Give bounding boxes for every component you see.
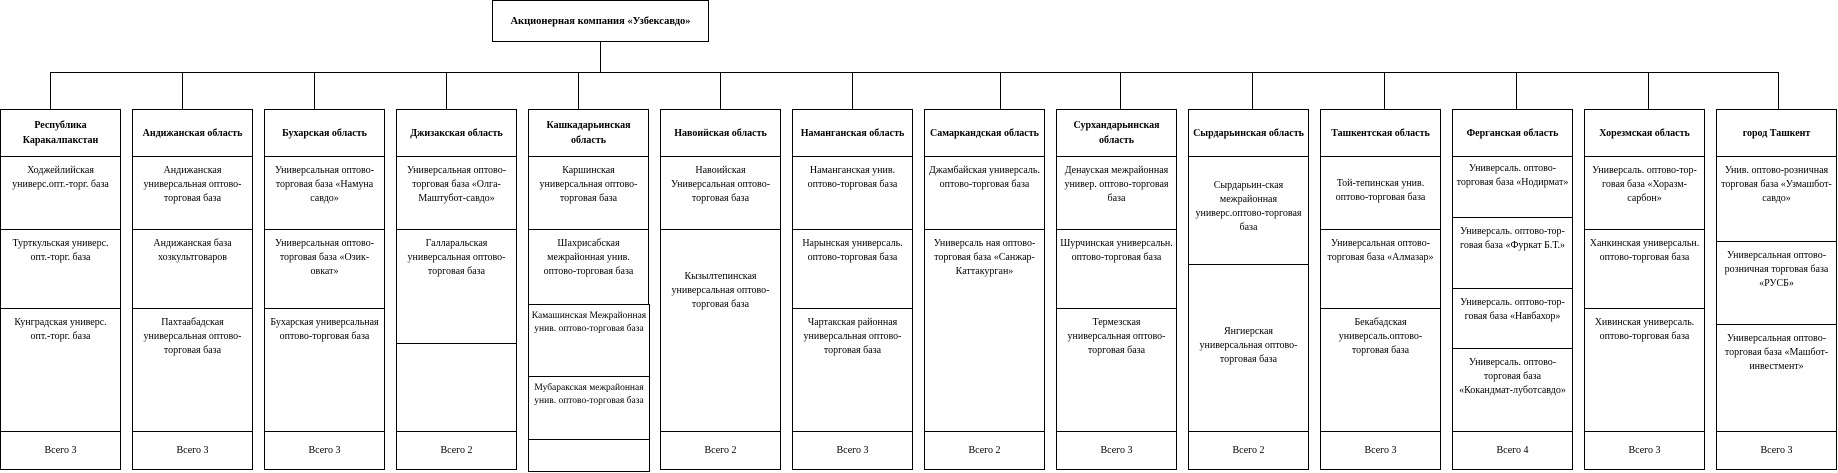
connector-1: [182, 72, 183, 109]
horizontal-connector: [50, 72, 1779, 73]
region-title: Ташкентская область: [1321, 110, 1440, 157]
base-entry: Универсаль. оптово-тор-говая база «Фуркат Б.Т.»: [1453, 217, 1572, 288]
region-title: Ферганская область: [1453, 110, 1572, 157]
base-entry: Универсаль. оптово-торговая база «Кокандмат-луботсавдо»: [1453, 348, 1572, 434]
connector-6: [852, 72, 853, 109]
region-title: Самаркандская область: [925, 110, 1044, 157]
region-title: Андижанская область: [133, 110, 252, 157]
base-entry: Универсаль. оптово-тор-говая база «Навбахор»: [1453, 288, 1572, 348]
region-column: [1056, 109, 1177, 470]
base-entry: Универсальная оптово-торговая база «Намуна савдо»: [274, 165, 375, 204]
region-title: Хорезмская область: [1585, 110, 1704, 157]
base-entry: Андижанская универсальная оптово-торговая база: [143, 165, 242, 204]
base-entry: Универсаль ная оптово-торговая база «Санжар-Каттакурган»: [925, 229, 1044, 434]
region-title: город Ташкент: [1717, 110, 1836, 157]
region-column: [0, 109, 121, 470]
base-entry: Кызылтепинская универсальная оптово-торговая база: [661, 229, 780, 434]
base-entry: Бухарская универсальная оптово-торговая база: [265, 308, 384, 434]
base-entry: Универсальная оптово-торговая база «Озик-овкат»: [265, 229, 384, 308]
base-entry: Бекабадская универсаль.оптово-торговая база: [1321, 308, 1440, 434]
base-entry: Хивинская универсаль. оптово-торговая база: [1585, 308, 1704, 434]
base-entry: Ханкинская универсальн. оптово-торговая база: [1585, 229, 1704, 308]
region-column: [1716, 109, 1837, 470]
connector-9: [1252, 72, 1253, 109]
region-column: [660, 109, 781, 470]
region-total: Всего 4: [1453, 431, 1572, 469]
base-entry: Камашинская Межрайонная унив. оптово-торговая база: [531, 311, 647, 334]
connector-8: [1120, 72, 1121, 109]
connector-5: [720, 72, 721, 109]
region-column: [132, 109, 253, 470]
region-total: Всего 3: [1717, 431, 1836, 469]
root-company-box: [492, 0, 709, 42]
region-title: Республика Каракалпакстан: [1, 110, 120, 157]
base-entry: Ходжейлийская универс.опт.-торг. база: [12, 165, 109, 190]
region-title: Сырдарьинская область: [1189, 110, 1308, 157]
region-column: [1188, 109, 1309, 470]
connector-12: [1648, 72, 1649, 109]
base-entry: Кунградская универс. опт.-торг. база: [1, 308, 120, 434]
connector-2: [314, 72, 315, 109]
region-column: [792, 109, 913, 470]
connector-0: [50, 72, 51, 109]
base-entry: Нарынская универсаль. оптово-торговая база: [793, 229, 912, 308]
region-total: Всего 3: [793, 431, 912, 469]
base-entry: Навоийская Универсальная оптово-торговая база: [670, 165, 771, 204]
base-entry-box: [528, 304, 650, 377]
region-title: Кашкадарьинская область: [529, 110, 648, 157]
base-entry: Универсаль. оптово-торговая база «Нодирмат»: [1456, 163, 1569, 188]
region-column: [924, 109, 1045, 470]
connector-7: [1000, 72, 1001, 109]
base-entry: Денауская межрайонная универ. оптово-торговая база: [1064, 165, 1169, 204]
connector-11: [1516, 72, 1517, 109]
connector-3: [446, 72, 447, 109]
base-entry: Андижанская база хозкультговаров: [133, 229, 252, 308]
base-entry: Мубаракская межрайонная унив. оптово-торговая база: [534, 383, 644, 406]
region-title: Наманганская область: [793, 110, 912, 157]
base-entry: Термезская универсальная оптово-торговая база: [1057, 308, 1176, 434]
connector-4: [578, 72, 579, 109]
base-entry: Джамбайская универсаль. оптово-торговая база: [928, 165, 1040, 190]
base-entry: Пахтаабадская универсальная оптово-торговая база: [133, 308, 252, 434]
region-column: [396, 109, 517, 470]
region-total: Всего 3: [265, 431, 384, 469]
region-total: Всего 3: [133, 431, 252, 469]
region-column: [1584, 109, 1705, 470]
base-entry: Турткульская универс. опт.-торг. база: [1, 229, 120, 308]
base-entry: Универсальная оптово-розничная торговая база «РУСБ»: [1717, 241, 1836, 324]
region-title: Джизакская область: [397, 110, 516, 157]
base-entry: Янгиерская универсальная оптово-торговая база: [1189, 264, 1308, 434]
connector-10: [1384, 72, 1385, 109]
base-entry: Шурчинская универсальн. оптово-торговая база: [1057, 229, 1176, 308]
base-entry-box: [528, 376, 650, 440]
base-entry: Шахрисабская межрайонная унив. оптово-торговая база: [529, 229, 648, 305]
region-total: Всего 2: [397, 431, 516, 469]
region-title: Сурхандарьинская область: [1057, 110, 1176, 157]
region-column: [264, 109, 385, 470]
base-entry: Чартакская районная универсальная оптово-торговая база: [793, 308, 912, 434]
region-total: Всего 2: [925, 431, 1044, 469]
region-total: Всего 3: [1, 431, 120, 469]
base-entry: Универсальная оптово-торговая база «Машбот-инвестмент»: [1717, 324, 1836, 434]
root-company-label: Акционерная компания «Узбексавдо»: [510, 15, 691, 27]
base-entry: Каршинская универсальная оптово-торговая база: [539, 165, 638, 204]
region-column: [1452, 109, 1573, 470]
region-total: Всего 2: [661, 431, 780, 469]
base-entry: Универсальная оптово-торговая база «Алмазар»: [1321, 229, 1440, 308]
region-total: Всего 2: [1189, 431, 1308, 469]
empty-cell: [397, 343, 516, 434]
region-column: [1320, 109, 1441, 470]
base-entry: Сырдарьин-ская межрайонная универс.оптово-торговая база: [1195, 180, 1302, 233]
overflow-box: [528, 439, 650, 472]
region-total: Всего 3: [1057, 431, 1176, 469]
base-entry: Универсаль. оптово-тор-говая база «Хоразм-сарбон»: [1592, 165, 1697, 204]
region-title: Навоийская область: [661, 110, 780, 157]
base-entry: Универсальная оптово-торговая база «Олга-Маштубот-савдо»: [406, 165, 507, 204]
region-total: Всего 3: [1321, 431, 1440, 469]
base-entry: Наманганская унив. оптово-торговая база: [807, 165, 898, 190]
base-entry: Унив. оптово-розничная торговая база «Узмашбот-савдо»: [1721, 165, 1832, 204]
root-connector: [600, 42, 601, 72]
base-entry: Той-тепинская унив. оптово-торговая база: [1335, 178, 1426, 203]
region-title: Бухарская область: [265, 110, 384, 157]
connector-13: [1778, 72, 1779, 109]
base-entry: Галларальская универсальная оптово-торговая база: [397, 229, 516, 343]
region-total: Всего 3: [1585, 431, 1704, 469]
